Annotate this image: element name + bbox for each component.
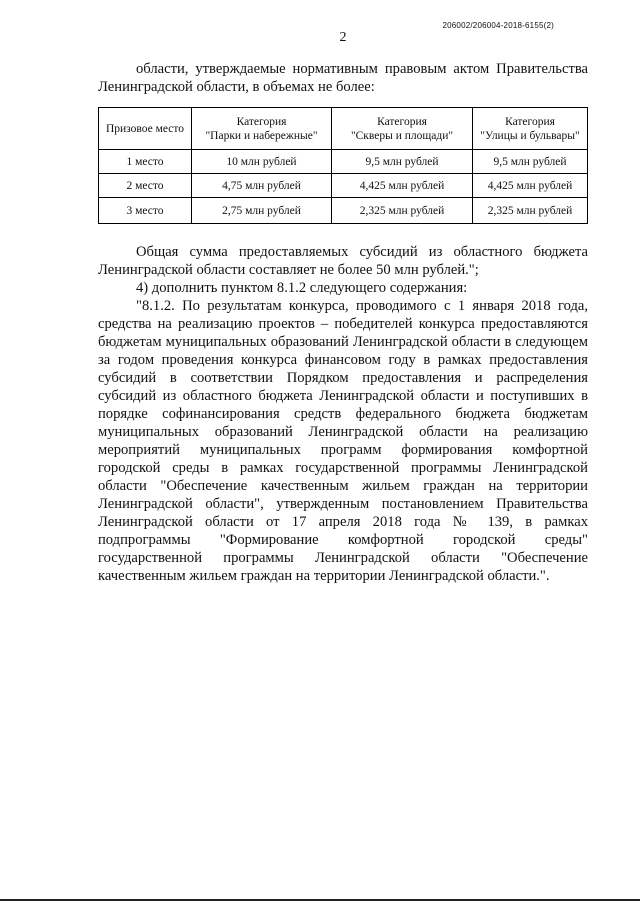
document-body (98, 60, 588, 585)
bottom-edge-line (0, 899, 640, 901)
table-cell: 2,75 млн рублей (192, 198, 332, 224)
table-cell: 2,325 млн рублей (332, 198, 473, 224)
header-label: Категория (505, 115, 555, 128)
total-paragraph: Общая сумма предоставляемых субсидий из областного бюджета Ленинградской области составляет не более 50 млн рублей."; (98, 244, 588, 278)
page-number: 2 (339, 30, 347, 45)
header-squares (332, 108, 473, 150)
header-streets (473, 108, 588, 150)
table-cell: 9,5 млн рублей (473, 150, 588, 174)
header-parks (192, 108, 332, 150)
header-prize-place (99, 108, 192, 150)
header-label: Призовое место (105, 122, 185, 135)
document-id: 206002/206004-2018-6155(2) (442, 21, 554, 30)
table-cell: 4,425 млн рублей (332, 174, 473, 198)
table-cell: 9,5 млн рублей (332, 150, 473, 174)
table-cell: 4,425 млн рублей (473, 174, 588, 198)
header-category-name: "Скверы и площади" (350, 129, 454, 142)
header-category-name: "Улицы и бульвары" (480, 129, 580, 142)
table-cell: 2 место (99, 174, 192, 198)
item-4-paragraph: 4) дополнить пунктом 8.1.2 следующего содержания: (136, 280, 468, 296)
table-cell: 3 место (99, 198, 192, 224)
header-label: Категория (236, 115, 287, 128)
table-cell: 10 млн рублей (192, 150, 332, 174)
prize-table (98, 107, 588, 224)
header-category-name: "Парки и набережные" (205, 129, 318, 142)
clause-8-1-2-paragraph: "8.1.2. По результатам конкурса, проводимого с 1 января 2018 года, средства на реализацию проектов – победителей конкурса предоставляются бюджетам муниципальных образований Ленинградской области в следующем за годом проведения конкурса финансовом году в рамках предоставления субсидий в соответствии Порядком предоставления и распределения субсидий из областного бюджета Ленинградской области и поступивших в порядке софинансирования средств федерального бюджета бюджетам муниципальных образований Ленинградской области на реализацию мероприятий муниципальных программ формирования комфортной городской среды в рамках государственной программы Ленинградской области "Обеспечение качественным жильем граждан на территории Ленинградской области", утвержденным постановлением Правительства Ленинградской области от 17 апреля 2018 года № 139, в рамках подпрограммы "Формирование комфортной городской среды" государственной программы Ленинградской области "Обеспечение качественным жильем граждан на территории Ленинградской области.". (98, 298, 588, 584)
table-row (99, 198, 588, 224)
header-label: Категория (377, 115, 427, 128)
table-cell: 2,325 млн рублей (473, 198, 588, 224)
table-header-row (99, 108, 588, 150)
table-cell: 1 место (99, 150, 192, 174)
table-row (99, 174, 588, 198)
table-cell: 4,75 млн рублей (192, 174, 332, 198)
intro-paragraph: области, утверждаемые нормативным правовым актом Правительства Ленинградской области, в объемах не более: (98, 61, 588, 95)
table-row (99, 150, 588, 174)
